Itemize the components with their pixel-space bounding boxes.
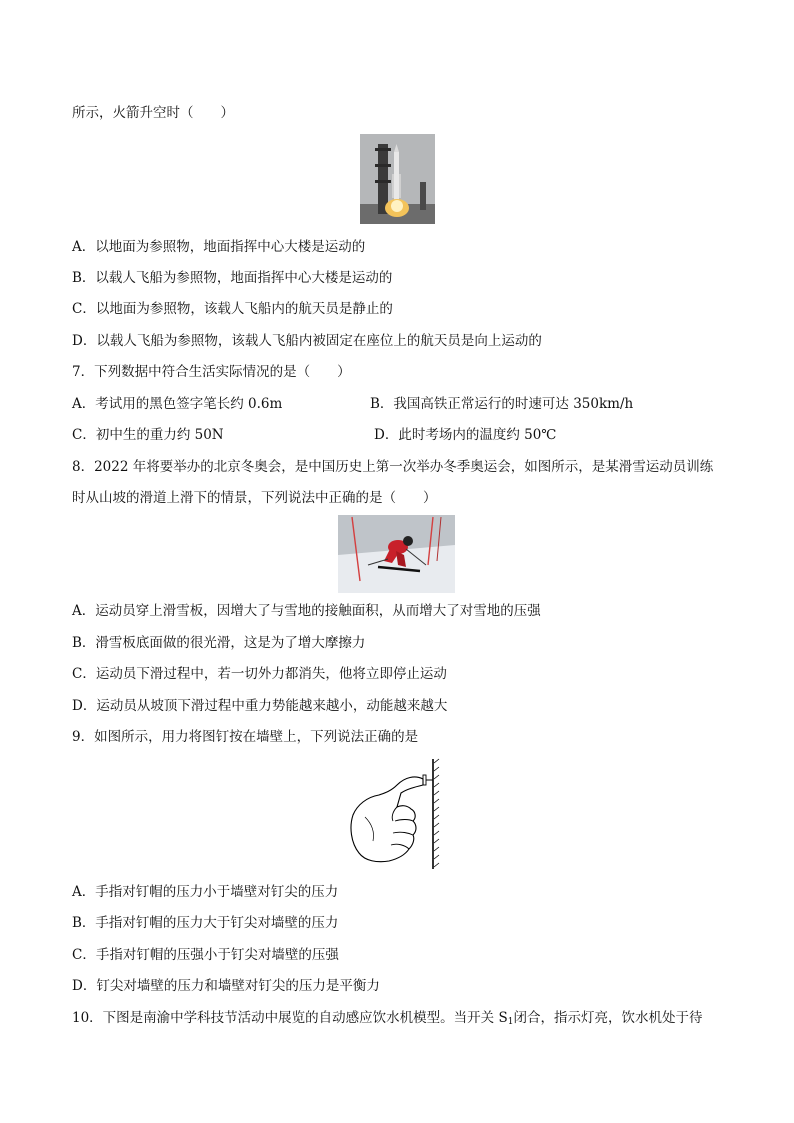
q6-option-b: B．以载人飞船为参照物，地面指挥中心大楼是运动的 xyxy=(72,270,393,286)
q6-option-a: A．以地面为参照物，地面指挥中心大楼是运动的 xyxy=(72,239,366,255)
q10-switch-subscript: 1 xyxy=(507,1017,514,1027)
q7-option-c: C．初中生的重力约 50N xyxy=(72,427,224,443)
q8-stem-line1: 8．2022 年将要举办的北京冬奥会，是中国历史上第一次举办冬季奥运会，如图所示，是某滑雪运动员训练 xyxy=(72,459,714,475)
thumbtack-hand-diagram xyxy=(345,757,445,872)
q8-option-b: B．滑雪板底面做的很光滑，这是为了增大摩擦力 xyxy=(72,635,366,651)
q10-stem-post: 闭合，指示灯亮，饮水机处于待 xyxy=(513,1010,703,1026)
q9-option-d: D．钉尖对墙壁的压力和墙壁对钉尖的压力是平衡力 xyxy=(72,978,380,994)
q8-stem-line2: 时从山坡的滑道上滑下的情景，下列说法中正确的是（ ） xyxy=(72,490,437,506)
q9-stem: 9．如图所示，用力将图钉按在墙壁上，下列说法正确的是 xyxy=(72,729,419,745)
q8-option-c: C．运动员下滑过程中，若一切外力都消失，他将立即停止运动 xyxy=(72,666,447,682)
q6-option-c: C．以地面为参照物，该载人飞船内的航天员是静止的 xyxy=(72,301,393,317)
q7-stem: 7．下列数据中符合生活实际情况的是（ ） xyxy=(72,364,351,380)
q9-option-c: C．手指对钉帽的压强小于钉尖对墙壁的压强 xyxy=(72,947,339,963)
skier-photo xyxy=(338,515,455,593)
q8-option-a: A．运动员穿上滑雪板，因增大了与雪地的接触面积，从而增大了对雪地的压强 xyxy=(72,603,541,619)
q8-option-d: D．运动员从坡顶下滑过程中重力势能越来越小，动能越来越大 xyxy=(72,698,448,714)
q7-option-b: B．我国高铁正常运行的时速可达 350km/h xyxy=(370,396,634,412)
q6-option-d: D．以载人飞船为参照物，该载人飞船内被固定在座位上的航天员是向上运动的 xyxy=(72,333,542,349)
q10-stem-pre: 10．下图是南渝中学科技节活动中展览的自动感应饮水机模型。当开关 S xyxy=(72,1010,508,1026)
q7-option-a: A．考试用的黑色签字笔长约 0.6m xyxy=(72,396,283,412)
rocket-launch-photo xyxy=(360,134,435,224)
q7-option-d: D．此时考场内的温度约 50℃ xyxy=(374,427,557,443)
q9-option-a: A．手指对钉帽的压力小于墙壁对钉尖的压力 xyxy=(72,884,339,900)
q9-option-b: B．手指对钉帽的压力大于钉尖对墙壁的压力 xyxy=(72,915,339,931)
q6-stem-tail: 所示，火箭升空时（ ） xyxy=(72,105,234,121)
q10-stem xyxy=(72,1009,702,1031)
